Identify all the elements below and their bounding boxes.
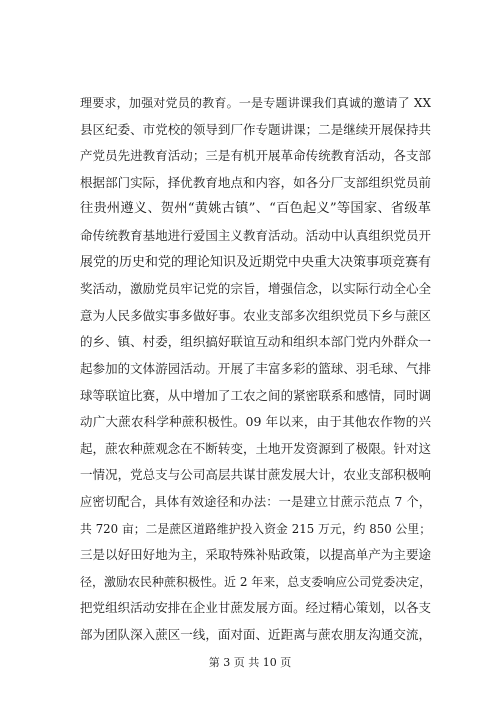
text-line: 奖活动，激励党员牢记党的宗旨，增强信念，以实际行动全心全: [80, 281, 431, 297]
page-footer: 第 3 页 共 10 页: [208, 656, 292, 669]
text-line: 根据部门实际，择优教育地点和内容，如各分厂支部组织党员前: [80, 174, 431, 190]
text-line: 往贵州遵义、贺州“黄姚古镇”、“百色起义”等国家、省级革: [80, 201, 431, 217]
text-line: 把党组织活动安排在企业甘蔗发展方面。经过精心策划，以各支: [80, 600, 431, 616]
text-line: 命传统教育基地进行爱国主义教育活动。活动中认真组织党员开: [80, 227, 431, 243]
text-line: 部为团队深入蔗区一线，面对面、近距离与蔗农朋友沟通交流，: [80, 626, 431, 642]
text-line: 一情况，党总支与公司高层共谋甘蔗发展大计，农业支部积极响: [80, 467, 431, 483]
body-text: [80, 90, 431, 648]
text-line: 共 720 亩；二是蔗区道路维护投入资金 215 万元，约 850 公里；: [80, 521, 431, 536]
text-line: 起参加的文体游园活动。开展了丰富多彩的篮球、羽毛球、气排: [80, 360, 431, 376]
text-line: 县区纪委、市党校的领导到厂作专题讲课；二是继续开展保持共: [80, 121, 431, 137]
text-line: 起，蔗农种蔗观念在不断转变，土地开发资源到了极限。针对这: [80, 440, 431, 456]
text-line: 应密切配合，具体有效途径和办法：一是建立甘蔗示范点 7 个，: [80, 494, 431, 509]
text-line: 径，激励农民种蔗积极性。近 2 年来，总支委响应公司党委决定，: [80, 574, 432, 589]
text-line: 球等联谊比赛，从中增加了工农之间的紧密联系和感情，同时调: [80, 387, 431, 403]
text-line: 展党的历史和党的理论知识及近期党中央重大决策事项竞赛有: [80, 254, 432, 270]
text-line: 三是以好田好地为主，采取特殊补贴政策，以提高单产为主要途: [80, 547, 431, 563]
text-line: 意为人民多做实事多做好事。农业支部多次组织党员下乡与蔗区: [80, 307, 431, 323]
text-line: 产党员先进教育活动；三是有机开展革命传统教育活动，各支部: [80, 148, 431, 164]
text-line: 动广大蔗农科学种蔗积极性。09 年以来，由于其他农作物的兴: [80, 414, 431, 430]
text-line: 的乡、镇、村委，组织搞好联谊互动和组织本部门党内外群众一: [80, 334, 431, 350]
text-line: 理要求，加强对党员的教育。一是专题讲课我们真诚的邀请了 XX: [80, 96, 431, 110]
